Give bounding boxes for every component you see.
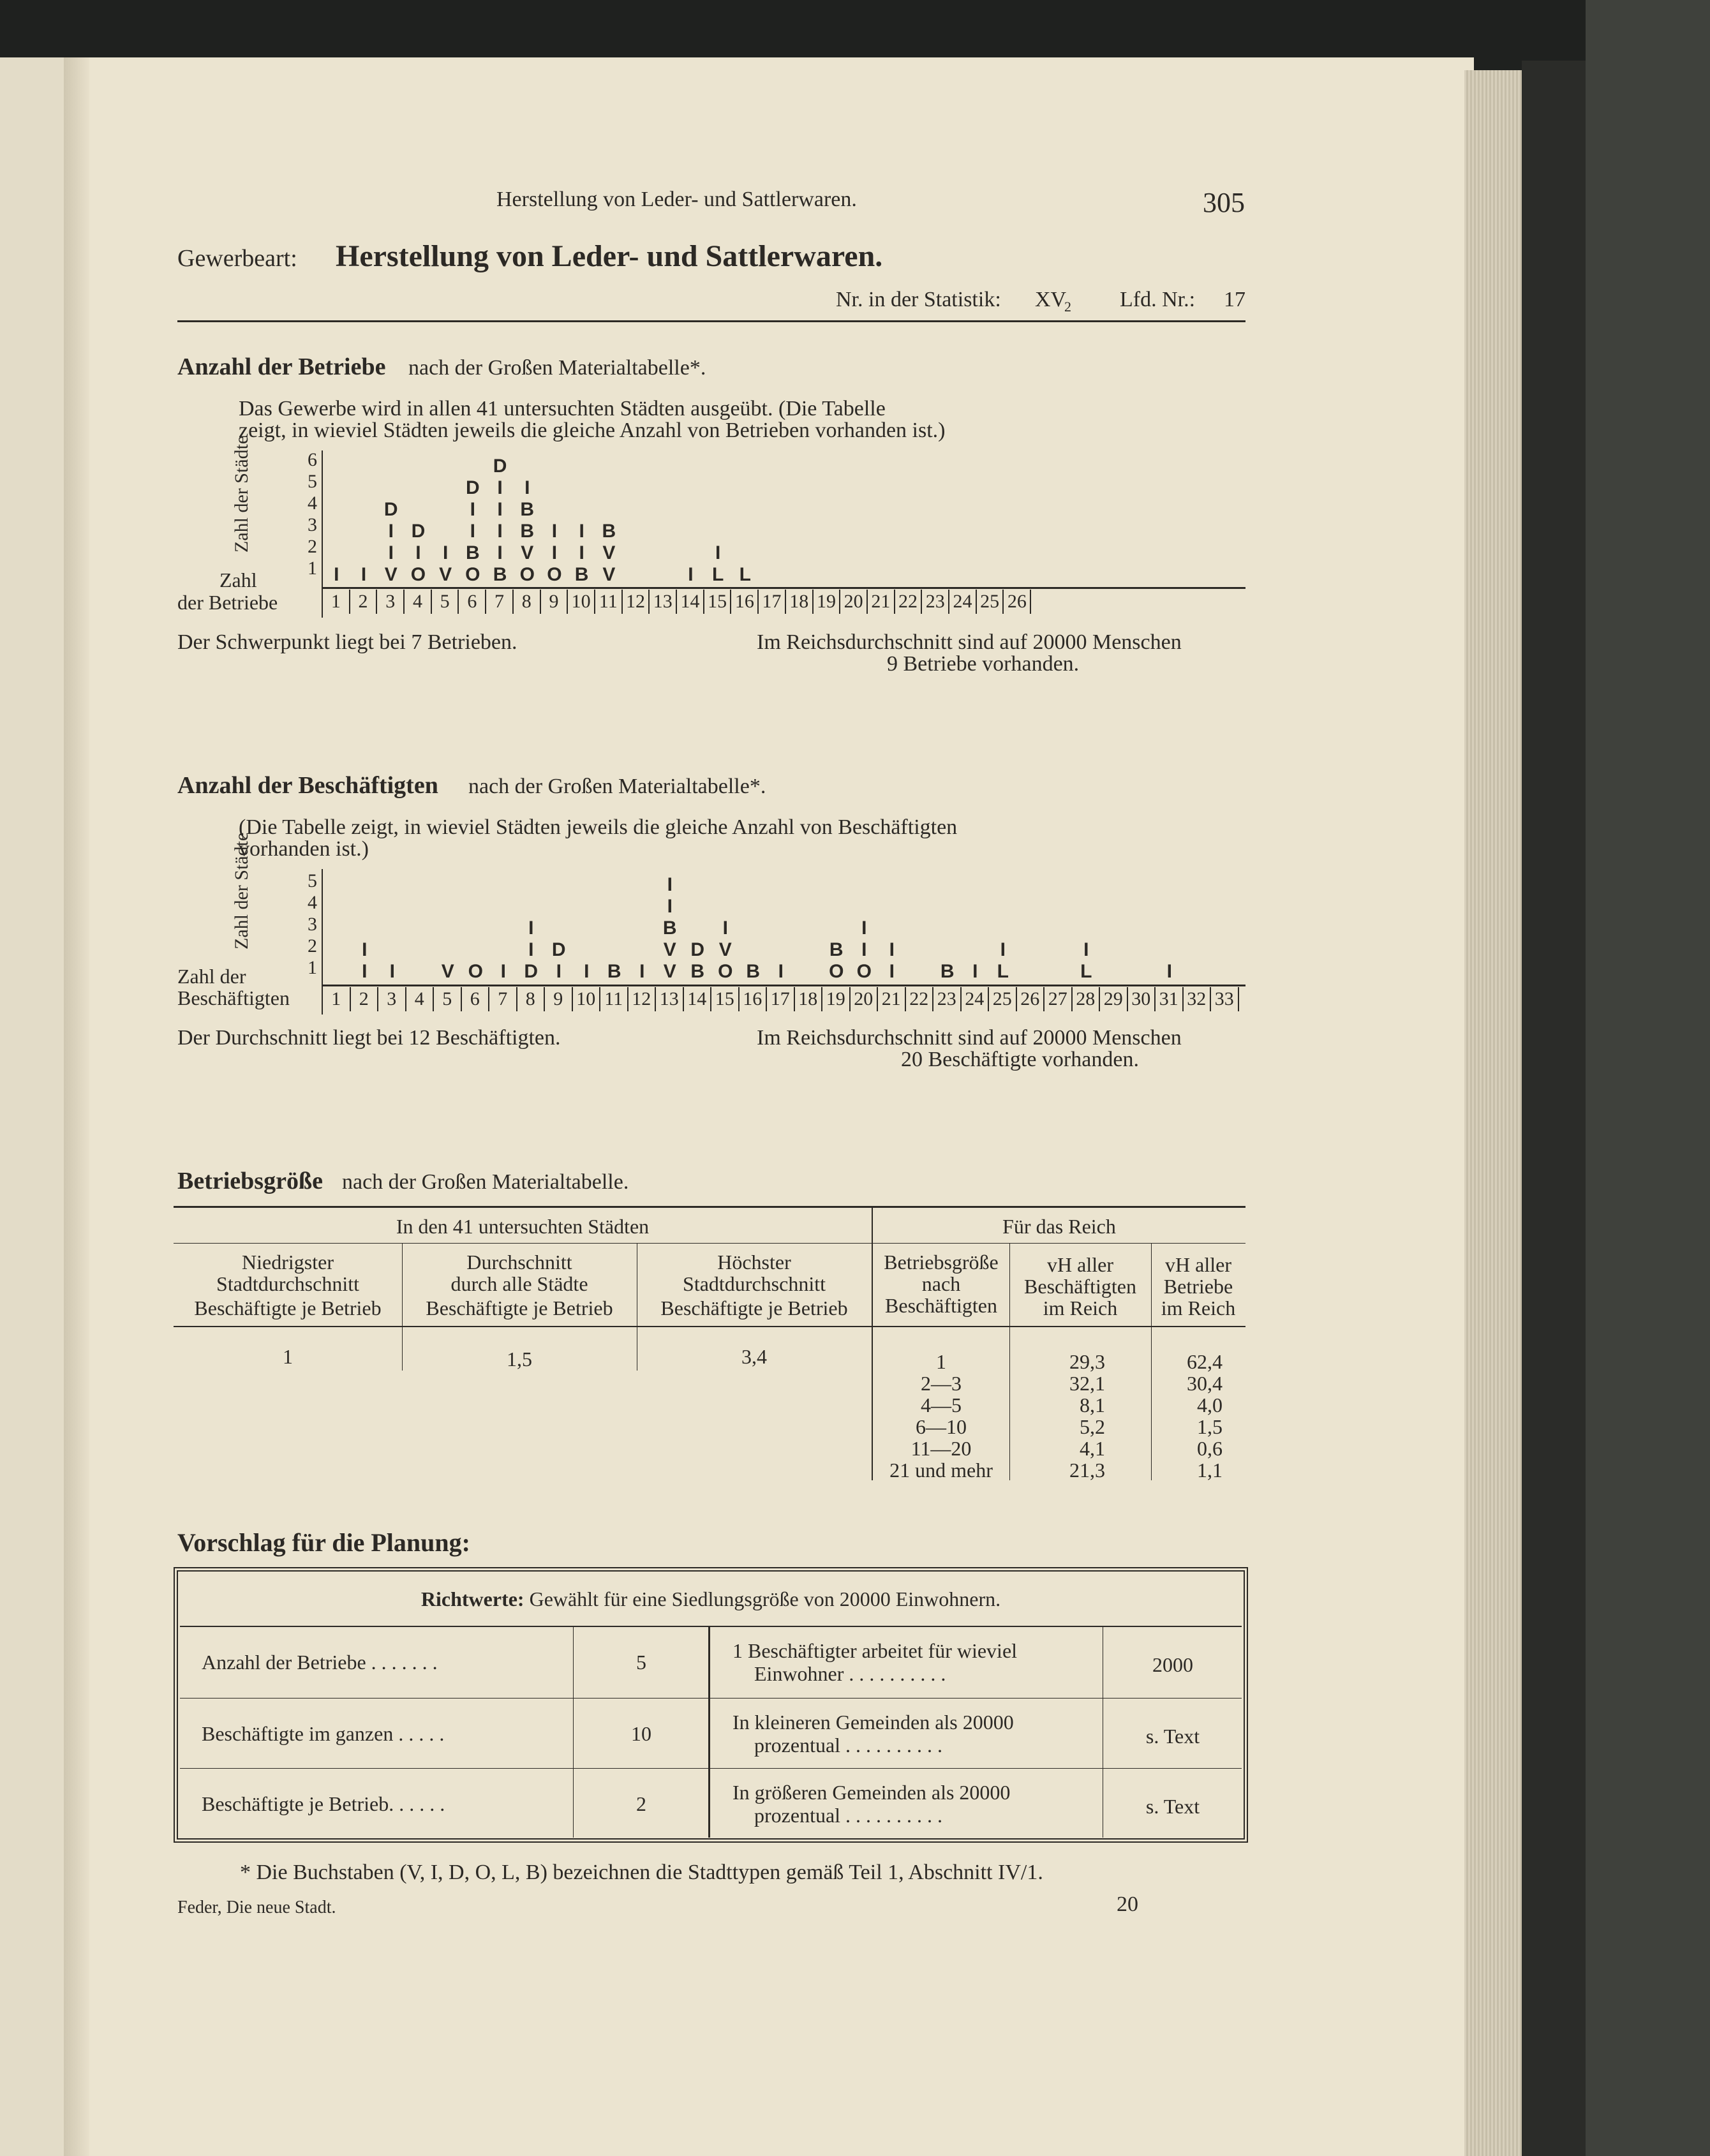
beschaeftigte-heading: Anzahl der Beschäftigten xyxy=(177,772,438,799)
beschaeftigte-x-tick: 23 xyxy=(933,987,962,1011)
betriebe-x-tick: 26 xyxy=(1004,590,1032,614)
betriebe-letter-mark: D xyxy=(466,477,480,498)
beschaeftigte-x-tick: 17 xyxy=(767,987,795,1011)
col3-h3: Beschäftigte je Betrieb xyxy=(660,1297,848,1320)
beschaeftigte-letter-mark: I xyxy=(722,918,728,939)
betriebe-intro-2: zeigt, in wieviel Städten jeweils die gleiche Anzahl von Betrieben vorhanden ist.) xyxy=(239,419,946,442)
page-number: 305 xyxy=(1203,187,1245,218)
betriebe-x-tick: 24 xyxy=(949,590,977,614)
betriebe-letter-mark: L xyxy=(711,564,724,585)
vh-betriebe: 1,1 xyxy=(1197,1459,1223,1482)
betriebe-letter-mark: I xyxy=(497,542,503,563)
betriebe-letter-mark: B xyxy=(466,542,480,563)
beschaeftigte-x-tick: 32 xyxy=(1184,987,1212,1011)
betriebe-y-tick: 1 xyxy=(308,558,317,579)
richtwert-answer: 2000 xyxy=(1152,1653,1193,1676)
richtwert-question-2: Einwohner . . . . . . . . . . xyxy=(754,1662,946,1685)
statistik-value: XV xyxy=(1035,288,1067,311)
beschaeftigte-x-tick: 14 xyxy=(684,987,712,1011)
richtwerte-title-rule xyxy=(180,1626,1242,1627)
vh-betriebe: 4,0 xyxy=(1197,1394,1223,1416)
vh-beschaeftigte: 5,2 xyxy=(1080,1415,1105,1438)
beschaeftigte-x-tick: 3 xyxy=(378,987,406,1011)
beschaeftigte-x-tick: 31 xyxy=(1156,987,1184,1011)
beschaeftigte-letter-mark: D xyxy=(551,939,566,960)
beschaeftigte-heading-rest: nach der Großen Materialtabelle*. xyxy=(468,775,766,798)
beschaeftigte-x-tick: 25 xyxy=(989,987,1017,1011)
table-top-rule xyxy=(174,1206,1245,1208)
betriebe-x-tick: 25 xyxy=(977,590,1004,614)
betriebe-x-tick: 3 xyxy=(377,590,405,614)
beschaeftigte-x-tick: 29 xyxy=(1100,987,1128,1011)
beschaeftigte-x-tick: 18 xyxy=(795,987,823,1011)
beschaeftigte-letter-mark: L xyxy=(997,961,1009,982)
richtwert-answer: s. Text xyxy=(1145,1794,1200,1818)
betriebe-x-axis-line xyxy=(322,587,1245,589)
betriebe-x-tick: 19 xyxy=(814,590,841,614)
beschaeftigte-x-tick: 9 xyxy=(545,987,573,1011)
beschaeftigte-letter-mark: I xyxy=(556,961,561,982)
beschaeftigte-y-tick: 5 xyxy=(308,870,317,891)
betriebe-letter-mark: I xyxy=(361,564,367,585)
beschaeftigte-x-tick: 12 xyxy=(628,987,657,1011)
richtwert-answer: s. Text xyxy=(1145,1724,1200,1748)
betriebe-x-tick: 13 xyxy=(650,590,677,614)
richtwert-question-1: In größeren Gemeinden als 20000 xyxy=(732,1780,1011,1804)
richtwert-value: 10 xyxy=(631,1721,651,1745)
vh-beschaeftigte: 8,1 xyxy=(1080,1394,1105,1416)
beschaeftigte-letter-mark: D xyxy=(690,939,705,960)
col6-h3: im Reich xyxy=(1161,1297,1236,1320)
col5-h3: im Reich xyxy=(1043,1297,1118,1320)
betriebe-x-tick: 16 xyxy=(732,590,759,614)
betriebe-y-tick: 4 xyxy=(308,493,317,514)
beschaeftigte-x-tick: 22 xyxy=(906,987,934,1011)
col4-h1: Betriebsgröße xyxy=(884,1251,999,1274)
beschaeftigte-note-right-2: 20 Beschäftigte vorhanden. xyxy=(901,1048,1139,1071)
betriebe-x-tick: 21 xyxy=(868,590,895,614)
betriebe-x-tick: 8 xyxy=(514,590,541,614)
beschaeftigte-x-axis-line xyxy=(322,985,1245,986)
beschaeftigte-x-tick: 8 xyxy=(517,987,546,1011)
book-gutter xyxy=(64,57,89,2156)
betriebe-letter-mark: B xyxy=(520,521,535,542)
beschaeftigte-letter-mark: V xyxy=(663,939,676,960)
richtwert-question-1: In kleineren Gemeinden als 20000 xyxy=(732,1710,1014,1734)
beschaeftigte-letter-mark: O xyxy=(718,961,733,982)
betriebe-x-tick: 22 xyxy=(895,590,923,614)
size-class: 6—10 xyxy=(916,1415,967,1438)
col5-h2: Beschäftigten xyxy=(1024,1275,1136,1298)
betriebsgroesse-heading-rest: nach der Großen Materialtabelle. xyxy=(342,1170,629,1194)
betriebe-letter-mark: I xyxy=(497,477,503,498)
betriebe-letter-mark: D xyxy=(411,521,426,542)
vh-betriebe: 1,5 xyxy=(1197,1415,1223,1438)
beschaeftigte-letter-mark: I xyxy=(584,961,590,982)
betriebe-letter-mark: I xyxy=(415,542,421,563)
richtwert-question-1: 1 Beschäftigter arbeitet für wieviel xyxy=(732,1639,1018,1662)
beschaeftigte-letter-mark: I xyxy=(1083,939,1089,960)
betriebe-letter-mark: O xyxy=(519,564,535,585)
col3-h2: Stadtdurchschnitt xyxy=(683,1272,826,1295)
value-hoechster: 3,4 xyxy=(741,1345,767,1368)
beschaeftigte-x-tick: 1 xyxy=(323,987,351,1011)
gewerbeart-label: Gewerbeart: xyxy=(177,245,297,272)
group-left-label: In den 41 untersuchten Städten xyxy=(396,1215,650,1238)
col2-h2: durch alle Städte xyxy=(450,1272,588,1295)
betriebe-letter-mark: I xyxy=(388,542,394,563)
vh-betriebe: 62,4 xyxy=(1187,1350,1223,1373)
beschaeftigte-y-axis-label xyxy=(231,833,253,949)
book-cover-board xyxy=(1522,61,1586,2156)
richtwerte-text: Gewählt für eine Siedlungsgröße von 20000 Einwohnern. xyxy=(529,1587,1001,1610)
beschaeftigte-letter-mark: O xyxy=(468,961,483,982)
betriebe-x-tick: 4 xyxy=(405,590,432,614)
beschaeftigte-x-tick: 26 xyxy=(1017,987,1045,1011)
beschaeftigte-intro-2: vorhanden ist.) xyxy=(239,837,369,861)
betriebe-letter-mark: V xyxy=(602,564,616,585)
size-class: 2—3 xyxy=(921,1372,962,1395)
vh-beschaeftigte: 32,1 xyxy=(1069,1372,1105,1395)
col6-h1: vH aller xyxy=(1165,1253,1231,1276)
betriebe-letter-mark: I xyxy=(579,521,584,542)
betriebe-x-tick: 7 xyxy=(486,590,514,614)
beschaeftigte-letter-mark: O xyxy=(829,961,844,982)
beschaeftigte-letter-mark: B xyxy=(662,918,677,939)
betriebe-letter-mark: V xyxy=(602,542,616,563)
header-bottom-rule xyxy=(174,1326,1245,1327)
betriebe-letter-mark: V xyxy=(439,564,452,585)
betriebe-y-axis-label xyxy=(231,436,253,553)
beschaeftigte-x-label-2: Beschäftigten xyxy=(177,986,290,1009)
betriebe-x-tick: 20 xyxy=(840,590,868,614)
betriebe-letter-mark: O xyxy=(547,564,562,585)
betriebe-x-label-1: Zahl xyxy=(219,569,257,591)
betriebe-letter-mark: B xyxy=(520,499,535,520)
betriebe-x-tick: 18 xyxy=(786,590,814,614)
beschaeftigte-letter-mark: I xyxy=(362,961,368,982)
vh-beschaeftigte: 29,3 xyxy=(1069,1350,1105,1373)
vh-beschaeftigte: 4,1 xyxy=(1080,1437,1105,1460)
beschaeftigte-letter-mark: B xyxy=(746,961,761,982)
betriebe-letter-mark: V xyxy=(384,564,398,585)
betriebe-y-axis-text: Zahl der Städte xyxy=(231,435,252,553)
beschaeftigte-y-tick: 1 xyxy=(308,957,317,978)
betriebsgroesse-heading: Betriebsgröße xyxy=(177,1168,323,1194)
vh-betriebe: 0,6 xyxy=(1197,1437,1223,1460)
betriebe-y-tick: 3 xyxy=(308,514,317,535)
col3-h1: Höchster xyxy=(717,1251,791,1274)
lfd-value: 17 xyxy=(1224,288,1245,311)
background-cloth xyxy=(1586,0,1710,2156)
betriebe-note-right-2: 9 Betriebe vorhanden. xyxy=(887,652,1080,676)
betriebe-letter-mark: D xyxy=(383,499,398,520)
vh-beschaeftigte: 21,3 xyxy=(1069,1459,1105,1482)
richtwert-question-2: prozentual . . . . . . . . . . xyxy=(754,1733,943,1757)
betriebe-x-tick: 14 xyxy=(677,590,704,614)
richtwerte-divider-2 xyxy=(708,1626,710,1838)
beschaeftigte-letter-mark: I xyxy=(667,874,673,895)
betriebe-letter-mark: I xyxy=(442,542,449,563)
betriebe-note-right-1: Im Reichsdurchschnitt sind auf 20000 Menschen xyxy=(757,630,1182,654)
richtwerte-divider-1 xyxy=(573,1626,574,1838)
richtwerte-row-rule-2 xyxy=(180,1768,1242,1769)
betriebe-letter-mark: B xyxy=(602,521,616,542)
beschaeftigte-y-tick: 4 xyxy=(308,892,317,913)
beschaeftigte-letter-mark: I xyxy=(362,939,368,960)
running-title: Herstellung von Leder- und Sattlerwaren. xyxy=(496,188,857,211)
footer-left: Feder, Die neue Stadt. xyxy=(177,1898,336,1917)
beschaeftigte-x-tick: 20 xyxy=(851,987,879,1011)
betriebe-x-tick: 2 xyxy=(350,590,378,614)
value-niedrigster: 1 xyxy=(283,1345,293,1368)
betriebe-note-left: Der Schwerpunkt liegt bei 7 Betrieben. xyxy=(177,630,517,654)
beschaeftigte-x-tick: 19 xyxy=(822,987,851,1011)
betriebe-letter-mark: I xyxy=(470,521,476,542)
beschaeftigte-note-left: Der Durchschnitt liegt bei 12 Beschäftigten. xyxy=(177,1026,561,1050)
beschaeftigte-x-tick: 27 xyxy=(1045,987,1073,1011)
beschaeftigte-letter-mark: I xyxy=(889,961,895,982)
beschaeftigte-letter-mark: I xyxy=(528,918,534,939)
beschaeftigte-x-tick: 24 xyxy=(962,987,990,1011)
betriebe-letter-mark: B xyxy=(493,564,507,585)
betriebe-letter-mark: I xyxy=(551,521,558,542)
betriebe-x-tick: 6 xyxy=(459,590,487,614)
betriebe-x-tick: 10 xyxy=(568,590,595,614)
size-class: 11—20 xyxy=(911,1437,972,1460)
richtwert-label: Beschäftigte im ganzen . . . . . xyxy=(202,1721,445,1745)
richtwerte-title xyxy=(180,1589,1242,1609)
beschaeftigte-x-tick: 4 xyxy=(406,987,435,1011)
value-durchschnitt: 1,5 xyxy=(507,1348,532,1371)
betriebe-letter-mark: I xyxy=(688,564,694,585)
vh-betriebe: 30,4 xyxy=(1187,1372,1223,1395)
statistik-subscript: 2 xyxy=(1064,299,1071,315)
betriebe-letter-mark: O xyxy=(410,564,426,585)
betriebe-letter-mark: D xyxy=(493,456,507,477)
col6-h2: Betriebe xyxy=(1163,1275,1233,1298)
beschaeftigte-x-tick: 10 xyxy=(573,987,601,1011)
betriebe-y-tick: 6 xyxy=(308,449,317,470)
beschaeftigte-letter-mark: I xyxy=(972,961,978,982)
beschaeftigte-letter-mark: B xyxy=(690,961,705,982)
richtwerte-row-rule-1 xyxy=(180,1698,1242,1699)
beschaeftigte-x-tick: 28 xyxy=(1073,987,1101,1011)
facing-page-edge xyxy=(0,57,64,2156)
beschaeftigte-x-tick: 7 xyxy=(489,987,517,1011)
betriebe-x-label-2: der Betriebe xyxy=(177,591,278,614)
richtwerte-label: Richtwerte: xyxy=(420,1587,524,1610)
richtwert-question-2: prozentual . . . . . . . . . . xyxy=(754,1803,943,1827)
beschaeftigte-letter-mark: O xyxy=(856,961,872,982)
beschaeftigte-letter-mark: B xyxy=(829,939,844,960)
betriebe-y-tick: 2 xyxy=(308,536,317,557)
vorschlag-heading: Vorschlag für die Planung: xyxy=(177,1528,470,1557)
betriebe-letter-mark: I xyxy=(524,477,530,498)
col1-h2: Stadtdurchschnitt xyxy=(216,1272,359,1295)
beschaeftigte-letter-mark: V xyxy=(718,939,732,960)
size-class: 21 und mehr xyxy=(889,1459,993,1482)
col5-h1: vH aller xyxy=(1047,1253,1113,1276)
header-rule xyxy=(177,320,1245,322)
richtwert-label: Anzahl der Betriebe . . . . . . . xyxy=(202,1650,438,1674)
col4-h2: nach xyxy=(921,1272,961,1295)
betriebe-letter-mark: I xyxy=(388,521,394,542)
betriebe-x-tick: 9 xyxy=(541,590,569,614)
betriebe-letter-mark: I xyxy=(497,521,503,542)
richtwert-value: 5 xyxy=(636,1650,646,1674)
richtwert-label: Beschäftigte je Betrieb. . . . . . xyxy=(202,1792,445,1815)
beschaeftigte-y-tick: 2 xyxy=(308,935,317,956)
betriebe-x-tick: 1 xyxy=(323,590,350,614)
gewerbeart-title: Herstellung von Leder- und Sattlerwaren. xyxy=(336,239,883,273)
beschaeftigte-letter-mark: B xyxy=(607,961,621,982)
betriebe-letter-mark: I xyxy=(334,564,339,585)
beschaeftigte-letter-mark: D xyxy=(524,961,539,982)
beschaeftigte-letter-mark: V xyxy=(663,961,676,982)
beschaeftigte-x-tick: 6 xyxy=(462,987,490,1011)
beschaeftigte-x-tick: 21 xyxy=(878,987,906,1011)
footer-right: 20 xyxy=(1117,1892,1138,1916)
beschaeftigte-letter-mark: B xyxy=(940,961,955,982)
beschaeftigte-x-tick: 2 xyxy=(351,987,379,1011)
beschaeftigte-x-tick: 33 xyxy=(1211,987,1239,1011)
beschaeftigte-note-right-1: Im Reichsdurchschnitt sind auf 20000 Menschen xyxy=(757,1026,1182,1050)
betriebe-x-tick: 11 xyxy=(595,590,623,614)
size-class: 1 xyxy=(936,1350,946,1373)
beschaeftigte-x-label-1: Zahl der xyxy=(177,965,246,988)
beschaeftigte-letter-mark: I xyxy=(1000,939,1006,960)
beschaeftigte-letter-mark: I xyxy=(861,918,867,939)
betriebe-letter-mark: I xyxy=(715,542,721,563)
beschaeftigte-letter-mark: I xyxy=(639,961,645,982)
page-edges xyxy=(1464,70,1522,2156)
statistik-label: Nr. in der Statistik: xyxy=(836,288,1001,311)
beschaeftigte-letter-mark: V xyxy=(441,961,454,982)
betriebe-letter-mark: B xyxy=(574,564,589,585)
group-right-label: Für das Reich xyxy=(1002,1215,1116,1238)
betriebe-x-tick: 15 xyxy=(704,590,732,614)
col1-h3: Beschäftigte je Betrieb xyxy=(194,1297,382,1320)
beschaeftigte-y-axis-text: Zahl der Städte xyxy=(231,832,252,949)
col1-h1: Niedrigster xyxy=(242,1251,334,1274)
betriebe-letter-mark: I xyxy=(470,499,476,520)
betriebe-letter-mark: I xyxy=(579,542,584,563)
beschaeftigte-letter-mark: L xyxy=(1080,961,1092,982)
betriebe-heading-rest: nach der Großen Materialtabelle*. xyxy=(408,356,706,380)
betriebe-x-tick: 17 xyxy=(759,590,786,614)
col2-h3: Beschäftigte je Betrieb xyxy=(426,1297,613,1320)
betriebe-letter-mark: I xyxy=(497,499,503,520)
betriebe-letter-mark: O xyxy=(465,564,480,585)
betriebe-intro-1: Das Gewerbe wird in allen 41 untersuchten Städten ausgeübt. (Die Tabelle xyxy=(239,397,886,420)
lfd-label: Lfd. Nr.: xyxy=(1120,288,1196,311)
beschaeftigte-letter-mark: I xyxy=(389,961,395,982)
betriebe-heading: Anzahl der Betriebe xyxy=(177,353,386,380)
beschaeftigte-x-tick: 30 xyxy=(1128,987,1156,1011)
beschaeftigte-letter-mark: I xyxy=(528,939,534,960)
beschaeftigte-y-tick: 3 xyxy=(308,914,317,935)
beschaeftigte-x-tick: 5 xyxy=(434,987,462,1011)
beschaeftigte-intro-1: (Die Tabelle zeigt, in wieviel Städten jeweils die gleiche Anzahl von Beschäftigten xyxy=(239,815,958,839)
footnote: * Die Buchstaben (V, I, D, O, L, B) bezeichnen die Stadttypen gemäß Teil 1, Abschnitt IV/1. xyxy=(240,1861,1043,1884)
beschaeftigte-x-tick: 16 xyxy=(740,987,768,1011)
beschaeftigte-letter-mark: I xyxy=(861,939,867,960)
beschaeftigte-letter-mark: I xyxy=(1166,961,1172,982)
beschaeftigte-x-tick: 11 xyxy=(600,987,628,1011)
beschaeftigte-x-tick: 13 xyxy=(656,987,684,1011)
beschaeftigte-x-tick: 15 xyxy=(711,987,740,1011)
betriebe-x-tick: 23 xyxy=(922,590,949,614)
group-rule xyxy=(174,1243,1245,1244)
betriebe-letter-mark: I xyxy=(551,542,558,563)
betriebe-letter-mark: V xyxy=(521,542,534,563)
beschaeftigte-letter-mark: I xyxy=(667,896,673,917)
size-class: 4—5 xyxy=(921,1394,962,1416)
beschaeftigte-letter-mark: I xyxy=(889,939,895,960)
betriebe-x-tick: 12 xyxy=(623,590,650,614)
betriebe-letter-mark: L xyxy=(739,564,751,585)
beschaeftigte-letter-mark: I xyxy=(500,961,506,982)
col4-h3: Beschäftigten xyxy=(885,1294,997,1317)
col2-h1: Durchschnitt xyxy=(466,1251,572,1274)
richtwert-value: 2 xyxy=(636,1792,646,1815)
beschaeftigte-letter-mark: I xyxy=(778,961,784,982)
betriebe-y-tick: 5 xyxy=(308,471,317,492)
betriebe-x-tick: 5 xyxy=(432,590,459,614)
